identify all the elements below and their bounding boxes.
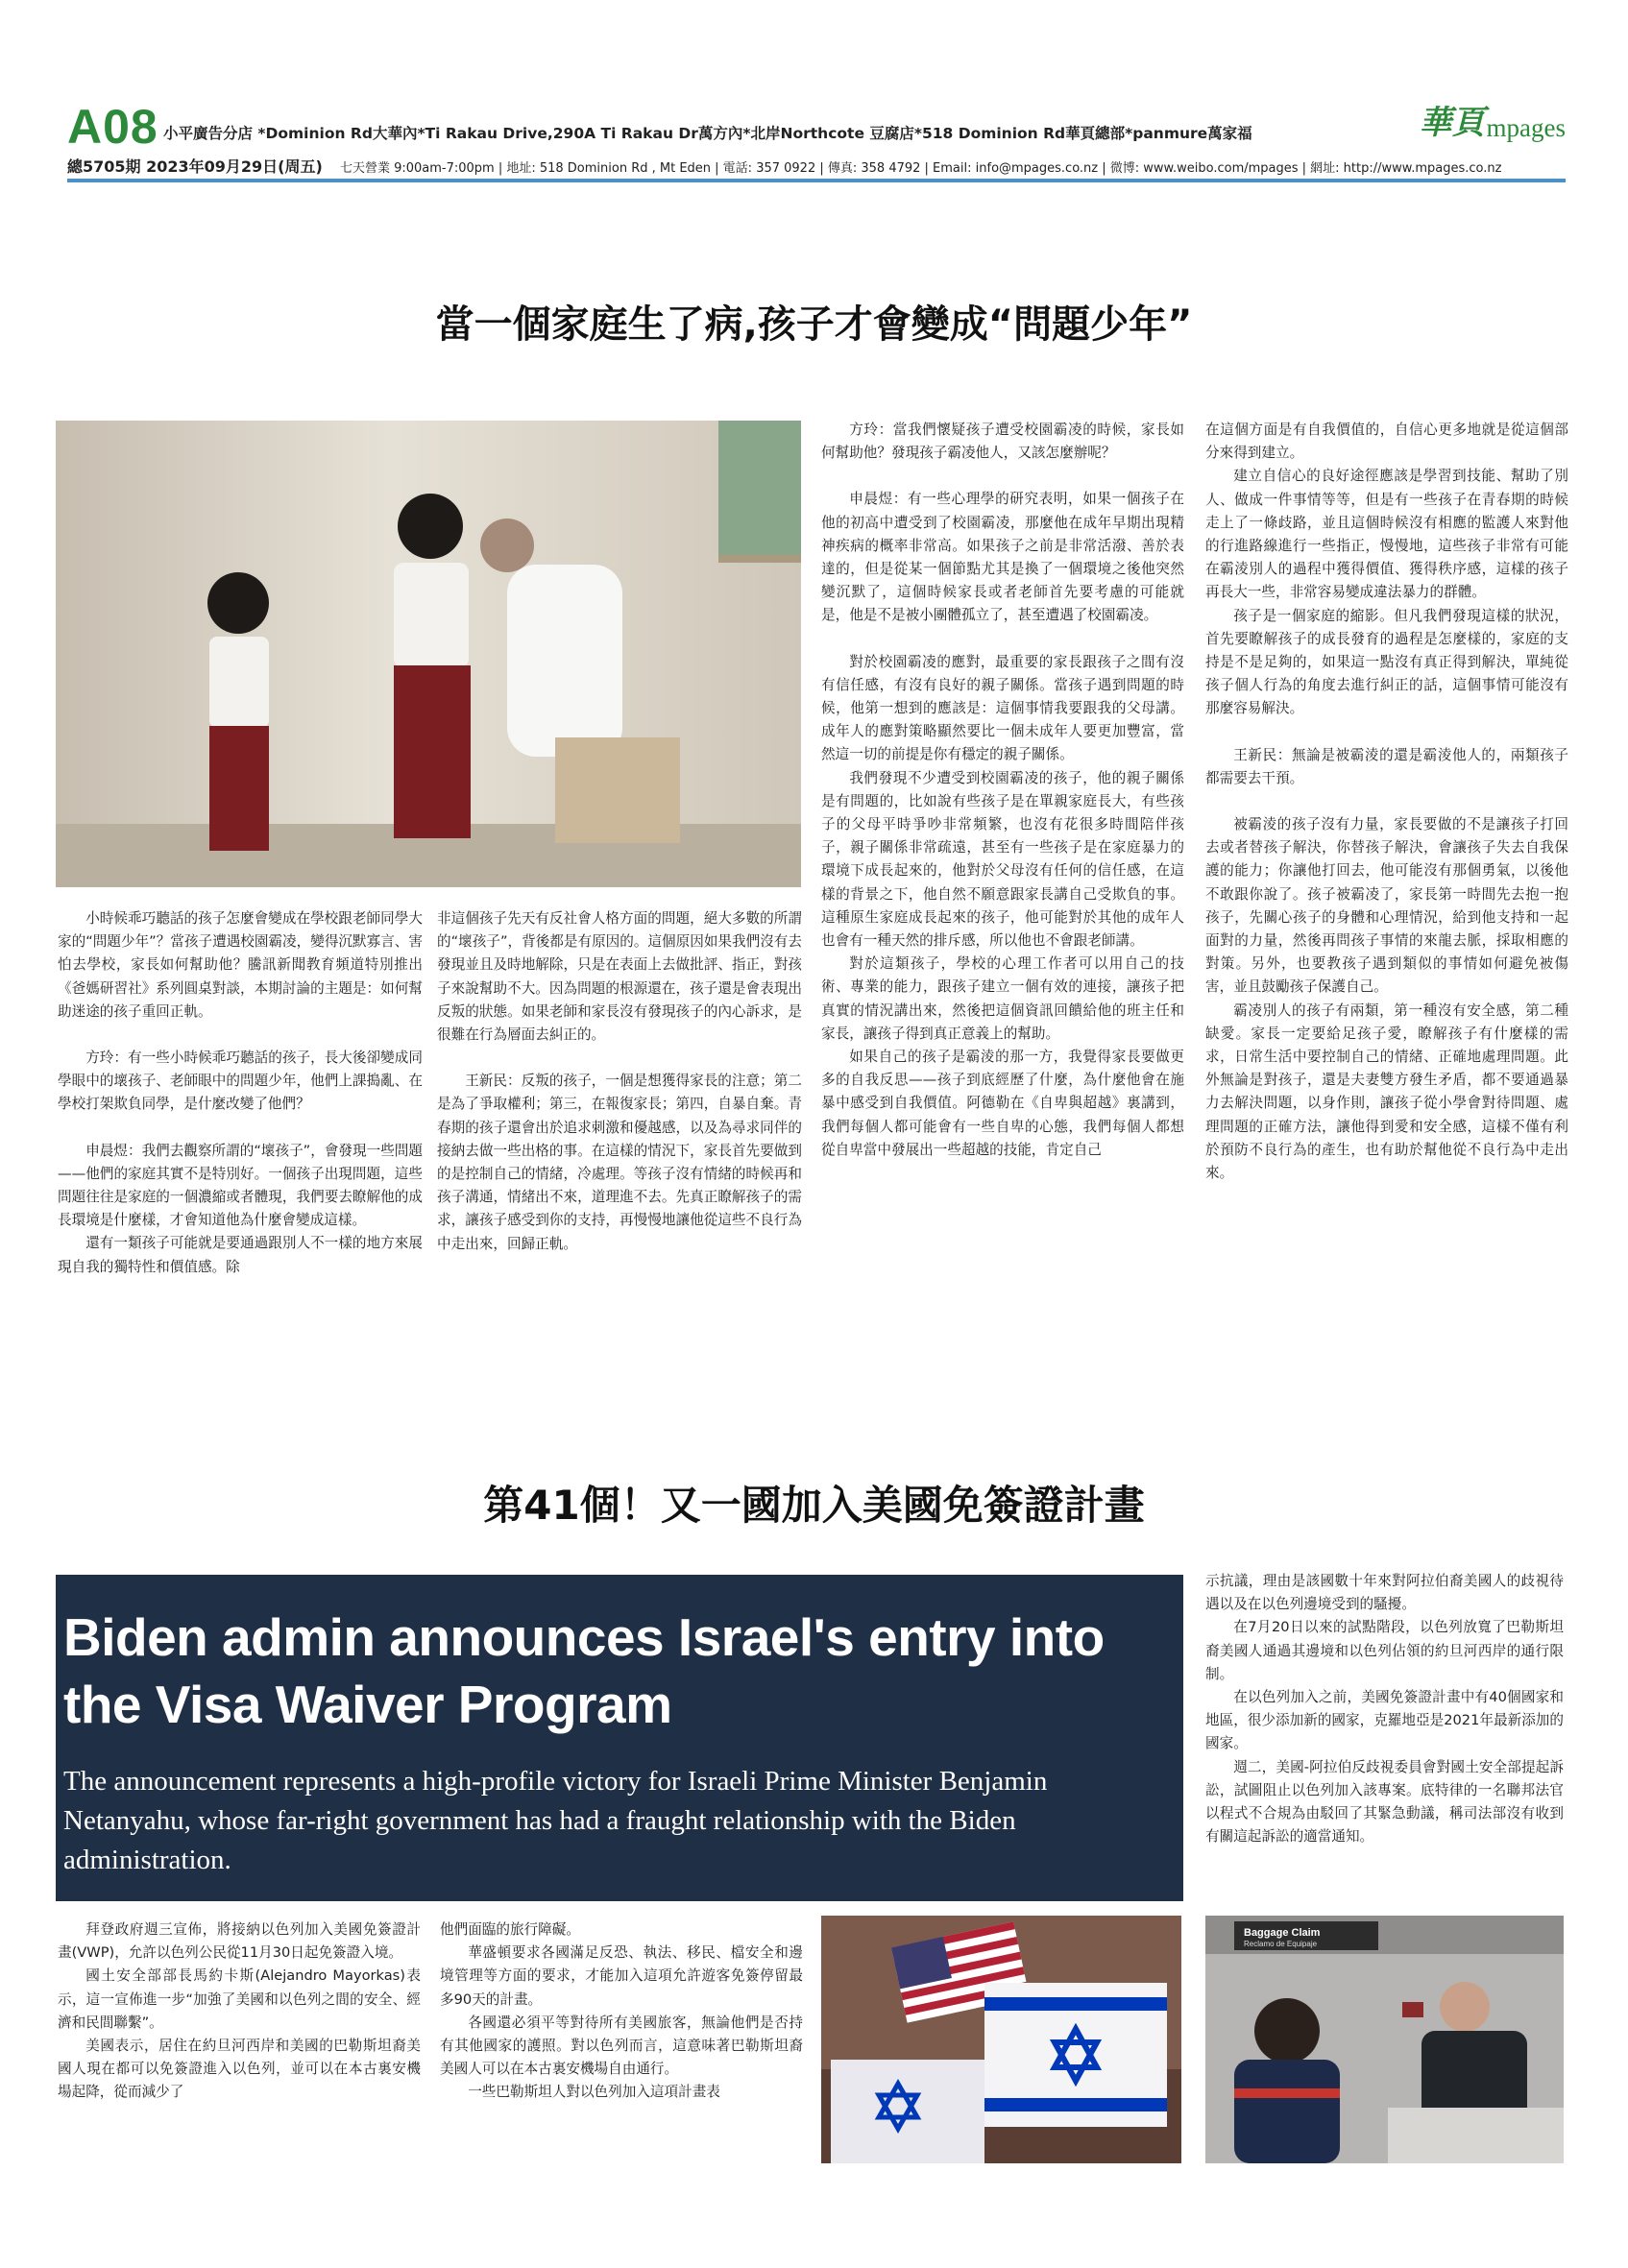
paragraph: 申晨煜：我們去觀察所謂的“壞孩子”，會發現一些問題——他們的家庭其實不是特別好。一個孩子出現問題，這些問題往往是家庭的一個濃縮或者體現，我們要去瞭解他的成長環境是什麼樣，才會知道他為什麼會變成這樣。 [58, 1142, 423, 1229]
paragraph: 小時候乖巧聽話的孩子怎麼會變成在學校跟老師同學大家的“問題少年”？當孩子遭遇校園霸凌，變得沉默寡言、害怕去學校，家長如何幫助他？騰訊新聞教育頻道特別推出《爸媽研習社》系列圓桌對談，本期討論的主題是：如何幫助迷途的孩子重回正軌。 [58, 910, 423, 1020]
paragraph: 在7月20日以來的試點階段，以色列放寬了巴勒斯坦裔美國人通過其邊境和以色列佔領的約旦河西岸的通行限制。 [1205, 1619, 1564, 1682]
paragraph: 如果自己的孩子是霸淩的那一方，我覺得家長要做更多的自我反思——孩子到底經歷了什麼，為什麼他會在施暴中感受到自我價值。阿德勒在《自卑與超越》裏講到，我們每個人都可能會有一些自卑的心態，我們每個人都想從自卑當中發展出一些超越的技能，肯定自己 [821, 1049, 1184, 1158]
article1-column-3 [821, 419, 1184, 1162]
article1-headline: 當一個家庭生了病,孩子才會變成“問題少年” [435, 302, 1193, 347]
article2-column-3 [1205, 1570, 1564, 1848]
article1-column-1 [58, 907, 423, 1279]
paragraph: 在這個方面是有自我價值的，自信心更多地就是從這個部分來得到建立。 [1205, 422, 1568, 462]
logo-en: mpages [1486, 113, 1566, 142]
paragraph: 華盛頓要求各國滿足反恐、執法、移民、檔安全和邊境管理等方面的要求，才能加入這項允許遊客免簽停留最多90天的計畫。 [440, 1944, 803, 2008]
banner-title: Biden admin announces Israel's entry into the Visa Waiver Program [63, 1607, 1105, 1734]
paragraph: 霸凌別人的孩子有兩類，第一種沒有安全感，第二種缺愛。家長一定要給足孩子愛，瞭解孩子有什麼樣的需求，日常生活中要控制自己的情緒、正確地處理問題。此外無論是對孩子，還是夫妻雙方發生矛盾，都不要通過暴力去解決問題，以身作則，讓孩子從小學會對待問題、處理問題的正確方法，讓他得到愛和安全感，這樣不僅有利於預防不良行為的產生，也有助於幫他從不良行為中走出來。 [1205, 1001, 1568, 1182]
bullying-illustration [56, 421, 801, 887]
article1-column-2 [437, 907, 802, 1256]
photo-school-bullying [56, 421, 801, 887]
paragraph: 王新民：反叛的孩子，一個是想獲得家長的注意；第二是為了爭取權利；第三，在報復家長；第四，自暴自棄。青春期的孩子還會出於追求刺激和優越感，以及為尋求同伴的接納去做一些出格的事。在這樣的情況下，家長首先要做到的是控制自己的情緒，冷處理。等孩子沒有情緒的時候再和孩子溝通，情緒出不來，道理進不去。先真正瞭解孩子的需求，讓孩子感受到你的支持，再慢慢地讓他從這些不良行為中走出來，回歸正軌。 [437, 1073, 802, 1252]
logo-cn: 華頁 [1419, 104, 1485, 142]
issue-line [67, 155, 1501, 177]
airport-illustration [1205, 1916, 1564, 2163]
page-number: A08 [67, 100, 158, 154]
paragraph: 王新民：無論是被霸淩的還是霸淩他人的，兩類孩子都需要去干預。 [1205, 746, 1568, 786]
logo [1420, 105, 1566, 143]
paragraph: 非這個孩子先天有反社會人格方面的問題，絕大多數的所謂的“壞孩子”，背後都是有原因的。這個原因如果我們沒有去發現並且及時地解除，只是在表面上去做批評、指正，對孩子來說幫助不大。因為問題的根源還在，孩子還是會表現出反叛的狀態。如果老師和家長沒有發現孩子的內心訴求，是很難在行為層面去糾正的。 [437, 910, 802, 1044]
flags-illustration [821, 1916, 1181, 2163]
paragraph: 方玲：當我們懷疑孩子遭受校園霸凌的時候，家長如何幫助他？發現孩子霸凌他人，又該怎麼辦呢？ [821, 422, 1184, 462]
paragraph: 我們發現不少遭受到校園霸凌的孩子，他的親子關係是有問題的，比如說有些孩子是在單親家庭長大，有些孩子的父母平時爭吵非常頻繁，也沒有花很多時間陪伴孩子，親子關係非常疏遠，甚至有一些孩子是在家庭暴力的環境下成長起來的，他對於父母沒有任何的信任感，在這樣的背景之下，他自然不願意跟家長講自己受欺負的事。這種原生家庭成長起來的孩子，他可能對於其他的成年人也會有一種天然的排斥感，所以他也不會跟老師講。 [821, 769, 1184, 950]
article2-headline: 第41個！又一國加入美國免簽證計畫 [483, 1482, 1145, 1529]
paragraph: 對於這類孩子，學校的心理工作者可以用自己的技術、專業的能力，跟孩子建立一個有效的連接，讓孩子把真實的情況講出來，然後把這個資訊回饋給他的班主任和家長，讓孩子得到真正意義上的幫助。 [821, 955, 1184, 1042]
paragraph: 美國表示，居住在約旦河西岸和美國的巴勒斯坦裔美國人現在都可以免簽證進入以色列，並可以在本古裏安機場起降，從而減少了 [58, 2038, 421, 2101]
article1-column-4 [1205, 419, 1568, 1185]
news-banner [56, 1575, 1183, 1901]
issue-date: 總5705期 2023年09月29日(周五) [67, 157, 323, 176]
paragraph: 建立自信心的良好途徑應該是學習到技能、幫助了別人、做成一件事情等等，但是有一些孩子在青春期的時候走上了一條歧路，並且這個時候沒有相應的監護人來對他的行進路線進行一些指正，慢慢地，這些孩子非常有可能在霸淩別人的過程中獲得價值、獲得秩序感，這樣的孩子再長大一些，非常容易變成違法暴力的群體。 [1205, 468, 1568, 601]
paragraph: 方玲：有一些小時候乖巧聽話的孩子，長大後卻變成同學眼中的壞孩子、老師眼中的問題少年，他們上課搗亂、在學校打架欺負同學，是什麼改變了他們？ [58, 1050, 423, 1113]
paragraph: 被霸淩的孩子沒有力量，家長要做的不是讓孩子打回去或者替孩子解決，你替孩子解決，會讓孩子失去自我保護的能力；你讓他打回去，他可能沒有那個勇氣，以後他不敢跟你說了。孩子被霸凌了，家長第一時間先去抱一抱孩子，先關心孩子的身體和心理情況，給到他支持和一起面對的力量，然後再問孩子事情的來龍去脈，採取相應的對策。另外，也要教孩子遇到類似的事情如何避免被傷害，並且鼓勵孩子保護自己。 [1205, 816, 1568, 996]
photo-flags [821, 1916, 1181, 2163]
banner-subtitle: The announcement represents a high-profile victory for Israeli Prime Minister Benjamin Netanyahu, whose far-right government has had a fraught relationship with the Biden administration. [63, 1766, 1048, 1875]
paragraph: 還有一類孩子可能就是要通過跟別人不一樣的地方來展現自我的獨特性和價值感。除 [58, 1235, 423, 1275]
sign-text: Reclamo de Equipaje [1244, 1940, 1318, 1948]
sign-text: Baggage Claim [1244, 1927, 1321, 1939]
paragraph: 申晨煜：有一些心理學的研究表明，如果一個孩子在他的初高中遭受到了校園霸凌，那麼他在成年早期出現精神疾病的概率非常高。如果孩子之前是非常活潑、善於表達的，但是從某一個節點尤其是換了一個環境之後他突然變沉默了，這個時候家長或者老師首先要考慮的可能就是，他是不是被小團體孤立了，甚至遭遇了校園霸凌。 [821, 491, 1184, 624]
photo-airport-baggage-claim [1205, 1916, 1564, 2163]
israel-flag [984, 1983, 1167, 2127]
article2-column-2 [440, 1918, 803, 2105]
paragraph: 國土安全部部長馬約卡斯(Alejandro Mayorkas)表示，這一宣佈進一步“加強了美國和以色列之間的安全、經濟和民間聯繫”。 [58, 1967, 421, 2031]
paragraph: 各國還必須平等對待所有美國旅客，無論他們是否持有其他國家的護照。對以色列而言，這意味著巴勒斯坦裔美國人可以在本古裏安機場自由通行。 [440, 2014, 803, 2078]
paragraph: 一些巴勒斯坦人對以色列加入這項計畫表 [468, 2084, 720, 2101]
paragraph: 對於校園霸凌的應對，最重要的家長跟孩子之間有沒有信任感，有沒有良好的親子關係。當孩子遇到問題的時候，他第一想到的應該是：這個事情我要跟我的父母講。成年人的應對策略顯然要比一個未成年人要更加豐富，當然這一切的前提是你有穩定的親子關係。 [821, 653, 1184, 763]
header-rule [67, 179, 1566, 182]
article2-column-1 [58, 1918, 421, 2105]
israel-flag [831, 2060, 984, 2163]
masthead [67, 91, 1566, 187]
paragraph: 拜登政府週三宣佈，將接納以色列加入美國免簽證計畫(VWP)，允許以色列公民從11月30日起免簽證入境。 [58, 1921, 421, 1962]
contact-info: 七天營業 9:00am-7:00pm | 地址: 518 Dominion Rd , Mt Eden | 電話: 357 0922 | 傳真: 358 4792 | Email: info@mpages.co.nz | 微博: www.weibo.com/mpages | 網址: http://www.mpages.co.nz [339, 161, 1502, 176]
paragraph: 示抗議，理由是該國數十年來對阿拉伯裔美國人的歧視待遇以及在以色列邊境受到的騷擾。 [1205, 1573, 1564, 1613]
paragraph: 孩子是一個家庭的縮影。但凡我們發現這樣的狀況，首先要瞭解孩子的成長發育的過程是怎麼樣的，家庭的支持是不是足夠的，如果這一點沒有真正得到解決，單純從孩子個人行為的角度去進行糾正的話，這個事情可能沒有那麼容易解決。 [1205, 607, 1568, 717]
paragraph: 他們面臨的旅行障礙。 [440, 1921, 580, 1938]
store-locations: 小平廣告分店 *Dominion Rd大華內*Ti Rakau Drive,290A Ti Rakau Dr萬方內*北岸Northcote 豆腐店*518 Dominion Rd華頁總部*panmure萬家福 [163, 125, 1252, 142]
paragraph: 在以色列加入之前，美國免簽證計畫中有40個國家和地區，很少添加新的國家，克羅地亞是2021年最新添加的國家。 [1205, 1689, 1564, 1752]
paragraph: 週二，美國-阿拉伯反歧視委員會對國土安全部提起訴訟，試圖阻止以色列加入該專案。底特律的一名聯邦法官以程式不合規為由駁回了其緊急動議，稱司法部沒有收到有關這起訴訟的適當通知。 [1205, 1758, 1564, 1846]
